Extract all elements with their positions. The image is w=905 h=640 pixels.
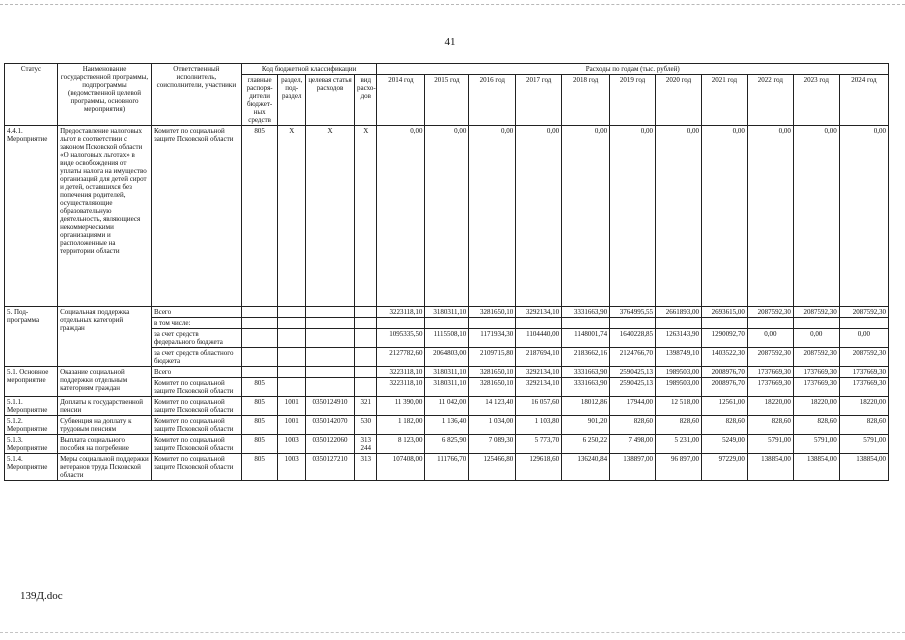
row-status: 5.1.3. Мероприятие xyxy=(5,435,58,454)
kbk-main-cell: 805 xyxy=(241,435,278,454)
value-cell: 1104440,00 xyxy=(516,329,562,348)
value-cell xyxy=(701,318,747,329)
header-year: 2014 год xyxy=(377,75,425,126)
table-row xyxy=(5,307,889,318)
value-cell: 2661893,00 xyxy=(656,307,702,318)
value-cell: 6 825,90 xyxy=(425,435,469,454)
header-row-1 xyxy=(5,64,889,75)
value-cell: 3764995,55 xyxy=(610,307,656,318)
kbk-type-cell xyxy=(355,307,377,318)
value-cell: 0,00 xyxy=(610,126,656,307)
row-status: 5.1. Основное мероприятие xyxy=(5,367,58,397)
row-executor: в том числе: xyxy=(151,318,241,329)
value-cell: 3223118,10 xyxy=(377,307,425,318)
value-cell: 125466,80 xyxy=(469,454,516,481)
row-executor: за счет средств федерального бюджета xyxy=(151,329,241,348)
page-number: 41 xyxy=(444,36,456,48)
value-cell: 0,00 xyxy=(793,329,839,348)
value-cell: 2124766,70 xyxy=(610,348,656,367)
value-cell: 1290092,70 xyxy=(701,329,747,348)
value-cell: 3331663,90 xyxy=(562,378,610,397)
value-cell: 2008976,70 xyxy=(701,367,747,378)
kbk-article-cell xyxy=(306,348,355,367)
kbk-article-cell: X xyxy=(306,126,355,307)
header-year: 2015 год xyxy=(425,75,469,126)
value-cell: 3292134,10 xyxy=(516,367,562,378)
value-cell: 2087592,30 xyxy=(747,307,793,318)
value-cell: 96 897,00 xyxy=(656,454,702,481)
value-cell: 18220,00 xyxy=(839,397,888,416)
header-name: Наименование государственной программы, подпрограммы (ведомственной целевой программы, основного мероприятия) xyxy=(58,64,152,126)
row-executor: Комитет по социальной защите Псковской области xyxy=(151,454,241,481)
value-cell: 11 390,00 xyxy=(377,397,425,416)
row-executor: за счет средств областного бюджета xyxy=(151,348,241,367)
doc-filename: 139Д.doc xyxy=(20,590,63,602)
kbk-type-cell: 530 xyxy=(355,416,377,435)
value-cell: 1148001,74 xyxy=(562,329,610,348)
value-cell: 0,00 xyxy=(656,126,702,307)
kbk-type-cell xyxy=(355,367,377,378)
table-row xyxy=(5,397,889,416)
value-cell: 2183662,16 xyxy=(562,348,610,367)
value-cell: 2590425,13 xyxy=(610,367,656,378)
value-cell: 1989503,00 xyxy=(656,378,702,397)
kbk-main-cell xyxy=(241,329,278,348)
value-cell xyxy=(425,318,469,329)
value-cell: 5791,00 xyxy=(793,435,839,454)
value-cell: 3331663,90 xyxy=(562,307,610,318)
value-cell: 1 034,00 xyxy=(469,416,516,435)
value-cell: 138854,00 xyxy=(839,454,888,481)
value-cell: 1115508,10 xyxy=(425,329,469,348)
value-cell xyxy=(610,318,656,329)
header-year: 2021 год xyxy=(701,75,747,126)
value-cell: 138854,00 xyxy=(747,454,793,481)
value-cell: 1 136,40 xyxy=(425,416,469,435)
value-cell: 1737669,30 xyxy=(839,378,888,397)
value-cell: 11 042,00 xyxy=(425,397,469,416)
value-cell: 5 231,00 xyxy=(656,435,702,454)
row-name: Доплаты к государственной пенсии xyxy=(58,397,152,416)
value-cell: 16 057,60 xyxy=(516,397,562,416)
value-cell: 138854,00 xyxy=(793,454,839,481)
row-status: 4.4.1. Мероприятие xyxy=(5,126,58,307)
value-cell: 3281650,10 xyxy=(469,378,516,397)
row-name: Субвенция на доплату к трудовым пенсиям xyxy=(58,416,152,435)
value-cell: 138897,00 xyxy=(610,454,656,481)
value-cell: 1171934,30 xyxy=(469,329,516,348)
value-cell: 2087592,30 xyxy=(747,348,793,367)
kbk-section-cell: 1003 xyxy=(278,454,306,481)
value-cell: 2109715,80 xyxy=(469,348,516,367)
header-year: 2016 год xyxy=(469,75,516,126)
value-cell: 1095335,50 xyxy=(377,329,425,348)
value-cell: 828,60 xyxy=(793,416,839,435)
kbk-main-cell xyxy=(241,318,278,329)
header-kbk-type: вид расхо-дов xyxy=(355,75,377,126)
value-cell: 3223118,10 xyxy=(377,367,425,378)
value-cell: 3281650,10 xyxy=(469,307,516,318)
value-cell xyxy=(839,318,888,329)
value-cell: 0,00 xyxy=(516,126,562,307)
kbk-section-cell: X xyxy=(278,126,306,307)
value-cell: 0,00 xyxy=(793,126,839,307)
kbk-section-cell: 1001 xyxy=(278,416,306,435)
kbk-section-cell xyxy=(278,329,306,348)
value-cell: 3292134,10 xyxy=(516,378,562,397)
value-cell: 1263143,90 xyxy=(656,329,702,348)
row-name: Предоставление налоговых льгот в соответствии с законом Псковской области «О налоговых льготах» в виде освобождения от уплаты налога на имущество организаций для детей сирот и детей, оставшихся без попечения родителей, осуществляющие образовательную деятельность, являющиеся некоммерческими организациями и расположенные на территории области xyxy=(58,126,152,307)
value-cell: 1737669,30 xyxy=(839,367,888,378)
table-row xyxy=(5,367,889,378)
value-cell: 12 518,00 xyxy=(656,397,702,416)
value-cell: 3331663,90 xyxy=(562,367,610,378)
value-cell: 1737669,30 xyxy=(747,378,793,397)
value-cell: 2008976,70 xyxy=(701,378,747,397)
value-cell: 17944,00 xyxy=(610,397,656,416)
value-cell xyxy=(656,318,702,329)
value-cell: 2087592,30 xyxy=(793,307,839,318)
kbk-section-cell xyxy=(278,348,306,367)
kbk-section-cell xyxy=(278,367,306,378)
kbk-article-cell xyxy=(306,307,355,318)
row-executor: Комитет по социальной защите Псковской области xyxy=(151,126,241,307)
budget-table xyxy=(4,63,889,481)
row-executor: Комитет по социальной защите Псковской области xyxy=(151,378,241,397)
value-cell: 129618,60 xyxy=(516,454,562,481)
value-cell: 1640228,85 xyxy=(610,329,656,348)
value-cell: 3292134,10 xyxy=(516,307,562,318)
value-cell: 0,00 xyxy=(747,126,793,307)
value-cell: 828,60 xyxy=(701,416,747,435)
value-cell: 2187694,10 xyxy=(516,348,562,367)
value-cell: 7 498,00 xyxy=(610,435,656,454)
header-year: 2017 год xyxy=(516,75,562,126)
value-cell: 12561,00 xyxy=(701,397,747,416)
kbk-article-cell: 0350124910 xyxy=(306,397,355,416)
kbk-main-cell: 805 xyxy=(241,416,278,435)
value-cell: 828,60 xyxy=(747,416,793,435)
kbk-article-cell xyxy=(306,378,355,397)
row-executor: Комитет по социальной защите Псковской области xyxy=(151,397,241,416)
header-executor: Ответственный исполнитель, соисполнители, участники xyxy=(151,64,241,126)
header-expenses-group: Расходы по годам (тыс. рублей) xyxy=(377,64,889,75)
value-cell: 3180311,10 xyxy=(425,367,469,378)
kbk-section-cell xyxy=(278,378,306,397)
scan-edge-top xyxy=(0,4,905,5)
kbk-article-cell xyxy=(306,367,355,378)
value-cell: 18220,00 xyxy=(793,397,839,416)
value-cell: 0,00 xyxy=(377,126,425,307)
row-status: 5.1.2. Мероприятие xyxy=(5,416,58,435)
row-executor: Всего xyxy=(151,367,241,378)
value-cell: 0,00 xyxy=(562,126,610,307)
header-year: 2022 год xyxy=(747,75,793,126)
value-cell: 1403522,30 xyxy=(701,348,747,367)
kbk-section-cell xyxy=(278,318,306,329)
kbk-type-cell xyxy=(355,318,377,329)
row-name: Меры социальной поддержки ветеранов труда Псковской области xyxy=(58,454,152,481)
header-status: Статус xyxy=(5,64,58,126)
kbk-type-cell xyxy=(355,348,377,367)
value-cell: 828,60 xyxy=(610,416,656,435)
value-cell: 2127782,60 xyxy=(377,348,425,367)
kbk-main-cell: 805 xyxy=(241,126,278,307)
value-cell: 3223118,10 xyxy=(377,378,425,397)
kbk-main-cell xyxy=(241,348,278,367)
value-cell: 2693615,00 xyxy=(701,307,747,318)
kbk-section-cell xyxy=(278,307,306,318)
kbk-main-cell: 805 xyxy=(241,397,278,416)
value-cell: 5791,00 xyxy=(747,435,793,454)
value-cell: 3180311,10 xyxy=(425,378,469,397)
value-cell: 5 773,70 xyxy=(516,435,562,454)
kbk-article-cell: 0350142070 xyxy=(306,416,355,435)
value-cell: 14 123,40 xyxy=(469,397,516,416)
kbk-type-cell: X xyxy=(355,126,377,307)
row-status: 5. Под-программа xyxy=(5,307,58,367)
value-cell xyxy=(562,318,610,329)
table-row xyxy=(5,435,889,454)
kbk-type-cell: 313 244 xyxy=(355,435,377,454)
value-cell: 1737669,30 xyxy=(793,378,839,397)
value-cell: 1737669,30 xyxy=(747,367,793,378)
kbk-type-cell: 321 xyxy=(355,397,377,416)
kbk-type-cell: 313 xyxy=(355,454,377,481)
row-status: 5.1.1. Мероприятие xyxy=(5,397,58,416)
value-cell: 828,60 xyxy=(839,416,888,435)
row-name: Выплата социального пособия на погребение xyxy=(58,435,152,454)
kbk-type-cell xyxy=(355,378,377,397)
value-cell: 1398749,10 xyxy=(656,348,702,367)
value-cell: 0,00 xyxy=(839,126,888,307)
value-cell: 2087592,30 xyxy=(839,348,888,367)
value-cell: 5791,00 xyxy=(839,435,888,454)
kbk-article-cell xyxy=(306,318,355,329)
value-cell: 2087592,30 xyxy=(839,307,888,318)
value-cell: 111766,70 xyxy=(425,454,469,481)
value-cell: 0,00 xyxy=(839,329,888,348)
value-cell: 3180311,10 xyxy=(425,307,469,318)
value-cell: 6 250,22 xyxy=(562,435,610,454)
scan-edge-bottom xyxy=(0,632,905,633)
value-cell xyxy=(377,318,425,329)
kbk-section-cell: 1001 xyxy=(278,397,306,416)
kbk-main-cell xyxy=(241,307,278,318)
kbk-article-cell xyxy=(306,329,355,348)
kbk-main-cell: 805 xyxy=(241,454,278,481)
value-cell xyxy=(516,318,562,329)
header-year: 2024 год xyxy=(839,75,888,126)
value-cell: 107408,00 xyxy=(377,454,425,481)
kbk-main-cell: 805 xyxy=(241,378,278,397)
kbk-section-cell: 1003 xyxy=(278,435,306,454)
header-kbk-article: целевая статья расходов xyxy=(306,75,355,126)
row-status: 5.1.4. Мероприятие xyxy=(5,454,58,481)
value-cell: 0,00 xyxy=(747,329,793,348)
value-cell: 5249,00 xyxy=(701,435,747,454)
value-cell: 1 103,80 xyxy=(516,416,562,435)
value-cell: 2590425,13 xyxy=(610,378,656,397)
row-name: Оказание социальной поддержки отдельным категориям граждан xyxy=(58,367,152,397)
value-cell xyxy=(793,318,839,329)
kbk-article-cell: 0350127210 xyxy=(306,454,355,481)
row-executor: Комитет по социальной защите Псковской области xyxy=(151,416,241,435)
value-cell: 0,00 xyxy=(425,126,469,307)
header-year: 2020 год xyxy=(656,75,702,126)
value-cell: 1737669,30 xyxy=(793,367,839,378)
row-executor: Всего xyxy=(151,307,241,318)
value-cell: 8 123,00 xyxy=(377,435,425,454)
value-cell: 901,20 xyxy=(562,416,610,435)
table-row xyxy=(5,416,889,435)
value-cell: 1 182,00 xyxy=(377,416,425,435)
value-cell: 0,00 xyxy=(469,126,516,307)
header-kbk-main: главные распоря-дители бюджет-ных средств xyxy=(241,75,278,126)
kbk-type-cell xyxy=(355,329,377,348)
table-row xyxy=(5,454,889,481)
header-year: 2023 год xyxy=(793,75,839,126)
value-cell: 828,60 xyxy=(656,416,702,435)
value-cell: 1989503,00 xyxy=(656,367,702,378)
value-cell: 3281650,10 xyxy=(469,367,516,378)
header-kbk-section: раздел, под-раздел xyxy=(278,75,306,126)
value-cell: 2087592,30 xyxy=(793,348,839,367)
header-kbk-group: Код бюджетной классификации xyxy=(241,64,377,75)
row-name: Социальная поддержка отдельных категорий граждан xyxy=(58,307,152,367)
value-cell: 2064803,00 xyxy=(425,348,469,367)
value-cell: 7 089,30 xyxy=(469,435,516,454)
value-cell xyxy=(747,318,793,329)
header-year: 2018 год xyxy=(562,75,610,126)
row-executor: Комитет по социальной защите Псковской области xyxy=(151,435,241,454)
kbk-article-cell: 0350122060 xyxy=(306,435,355,454)
table-row xyxy=(5,126,889,307)
value-cell: 18012,86 xyxy=(562,397,610,416)
value-cell: 0,00 xyxy=(701,126,747,307)
header-year: 2019 год xyxy=(610,75,656,126)
value-cell: 18220,00 xyxy=(747,397,793,416)
value-cell: 136240,84 xyxy=(562,454,610,481)
kbk-main-cell xyxy=(241,367,278,378)
value-cell xyxy=(469,318,516,329)
value-cell: 97229,00 xyxy=(701,454,747,481)
